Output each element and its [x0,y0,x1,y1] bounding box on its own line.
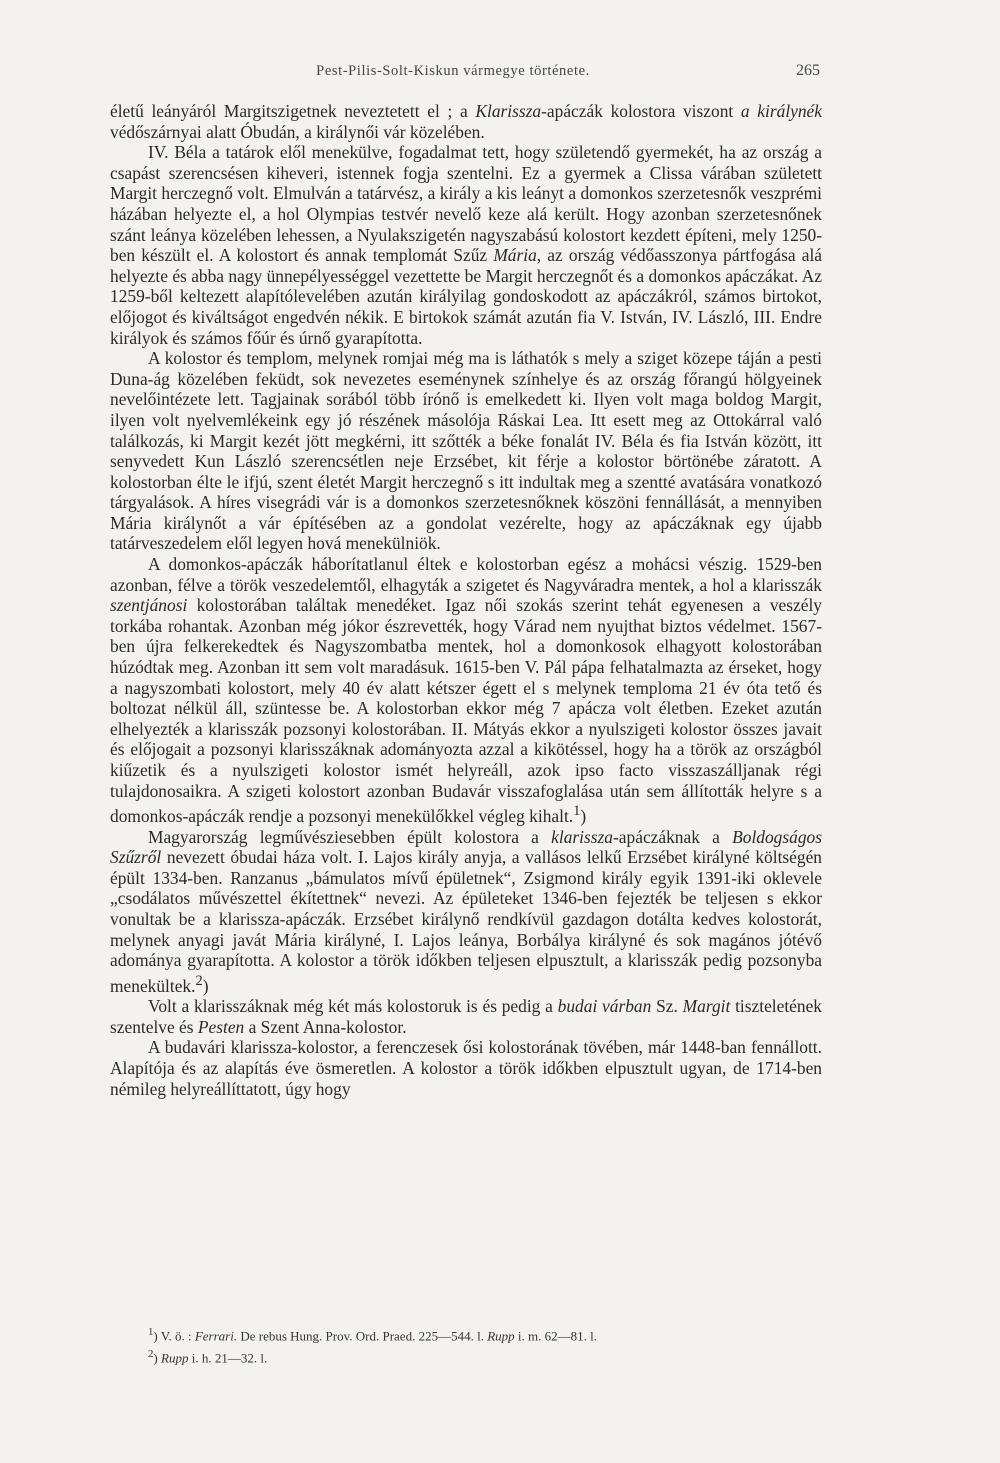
italic-text: Mária [493,245,537,266]
text-run: védőszárnyai alatt Óbudán, a királynői vár közelében. [110,121,485,142]
text-run: IV. Béla a tatárok elől menekülve, fogadalmat tett, hogy születendő gyermekét, ha az ország a csapást szerencsésen kiheveri, istennek fogja szentelni. Ez a gyermek a Clissa várában született Margit herczegnő volt. Elmulván a tatárvész, a király a kis leányt a domonkos szerzetesnők veszprémi házában helyezte el, a hol Olympias testvér nevelő keze alá került. Hogy azonban szerzetesnőnek szánt leánya közelében lehessen, a Nyulakszigetén nagyszabású kolostort kezdett építeni, mely 1250-ben készült el. A kolostort és annak templomát Szűz [110,142,822,266]
paragraph [110,996,822,1037]
footnote [148,1345,828,1367]
text-run: Sz. [651,996,683,1017]
italic-text: Rupp [161,1350,189,1366]
text-run: életű leányáról Margitszigetnek neveztetett el ; a [110,101,476,121]
paragraph [110,348,822,554]
page-header [110,62,820,80]
footnote-ref: 2 [195,972,203,989]
footnote-ref: 1 [148,1326,154,1338]
italic-text: klarissza [551,826,614,847]
paragraph [110,142,822,348]
paragraph [110,827,822,997]
text-run: ) [202,975,209,996]
text-run: De rebus Hung. Prov. Ord. Praed. 225—544. l. [237,1328,488,1344]
text-run: A kolostor és templom, melynek romjai még ma is láthatók s mely a sziget közepe táján a pesti Duna-ág közelében feküdt, sok nevezetes eseménynek színhelye és az ország főrangú hölgyeinek nevelőintézete lett. Tagjainak sorából több írónő is emelkedett ki. Ilyen volt maga boldog Margit, ilyen volt nyelvemlékeink egy jó részének másolója Ráskai Lea. Itt esett meg az Ottokárral való találkozás, ki Margit kezét jött megkérni, itt szőtték a béke fonalát IV. Béla és fia István között, itt senyvedett Kun László szerencsétlen neje Erzsébet, kit férje a kolostor börtönébe záratott. A kolostorban élte le ifjú, szent életét Margit herczegnő s itt indultak meg a szentté avatására vonatkozó tárgyalások. A híres visegrádi vár is a domonkos szerzetesnőknek köszöni fennállását, a mennyiben Mária királynőt a vár építésében az a gondolat vezérelte, hogy az apáczáknak egy újabb tatárveszedelem elől legyen hová menekülniök. [110,348,822,554]
text-run: kolostorában találtak menedéket. Igaz női szokás szerint tehát egyenesen a veszély torkába rohantak. Azonban még jókor észrevették, hogy Várad nem nyujthat biztos védelmet. 1567-ben újra felkerekedtek és Nagyszombatba mentek, hol a domonkosok elhagyott kolostorában húzódtak meg. Azonban itt sem volt maradásuk. 1615-ben V. Pál pápa felhatalmazta az érseket, hogy a nagyszombati kolostort, mely 40 év alatt kétszer égett el s melynek temploma 21 év óta tető és boltozat nélkül áll, szüntesse be. A kolostorban ekkor még 7 apácza volt életben. Ezeket azután elhelyezték a klarisszák pozsonyi kolostorában. II. Mátyás ekkor a nyulszigeti kolostor összes javait és előjogait a pozsonyi klarisszáknak adományozta azzal a kikötéssel, hogy ha a török az országból kiűzetik és a nyulszigeti kolostor ismét helyreáll, azok ipso facto visszaszálljanak régi tulajdonosaikra. A szigeti kolostort azonban Budavár visszafoglalása után sem állították helyre s a domonkos-apáczák rendje a pozsonyi menekülőkkel végleg kihalt. [110,595,822,826]
text-run: , az ország védőasszonya pártfogása alá helyezte és abba nagy ünnepélyességgel vezettette be Margit herczegnőt és a domonkos apáczákat. Az 1259-ből keltezett alapítólevelében azután királyilag gondoskodott az apáczákról, számos birtokot, előjogot és kiváltságot engedvén nékik. E birtokok számát azután fia V. István, IV. László, III. Endre királyok és számos főúr és úrnő gyarapította. [110,245,823,348]
italic-text: Pesten [197,1016,245,1037]
text-run: ) V. ö. : [153,1328,195,1344]
italic-text: a királynék [740,101,822,121]
text-run: A domonkos-apáczák háborítatlanul éltek e kolostorban egész a mohácsi vészig. 1529-ben azonban, félve a török veszedelemtől, elhagyták a szigetet és Nagyváradra mentek, a hol a klarisszák [110,554,822,595]
paragraph [110,1037,822,1099]
text-run: ) [153,1350,162,1366]
running-head: Pest-Pilis-Solt-Kiskun vármegye története. [316,63,590,79]
italic-text: Boldogságos Szűzről [110,826,822,868]
italic-text: Klarissza [475,101,542,121]
text-run: A budavári klarissza-kolostor, a ferenczesek ősi kolostorának tövében, már 1448-ban fennállott. Alapítója és az alapítás éve ösmeretlen. A kolostor a török időkben elpusztult ugyan, de 1714-ben némileg helyreállíttatott, úgy hogy [110,1037,822,1099]
text-run: ) [580,805,587,826]
page-number: 265 [796,62,820,79]
text-run: Magyarország legművésziesebben épült kolostora a [148,826,552,847]
paragraph [110,554,822,827]
footnote-ref: 2 [148,1348,154,1361]
text-run: i. m. 62—81. l. [514,1328,597,1344]
italic-text: budai várban [557,996,652,1017]
text-run: nevezett óbudai háza volt. I. Lajos király anyja, a vallásos lelkű Erzsébet királyné költségén épült 1334-ben. Ranzanus „bámulatos mívű épületnek“, Zsigmond király egyik 1391-iki oklevele „csodálatos művészettel ékítettnek“ nevezi. Az épületeket 1346-ben fejezték be teljesen s ekkor vonultak be a klarissza-apáczák. Erzsébet királynő rendkívül gazdagon dotálta kedves kolostorát, melynek anyagi javát Mária királyné, I. Lajos leánya, Borbálya királyné és sok magános jótévő adománya gyarapította. A kolostor a török időkben teljesen elpusztult, a klarisszák pedig pozsonyba menekültek. [110,847,822,996]
text-run: -apáczáknak a [613,826,733,847]
text-run: -apáczák kolostora viszont [541,101,741,121]
paragraph [110,101,822,142]
body-text [110,101,822,1099]
text-run: i. h. 21—32. l. [188,1350,268,1366]
italic-text: Ferrari. [194,1328,238,1344]
text-run: Volt a klarisszáknak még két más kolostoruk is és pedig a [148,996,558,1017]
footnotes [148,1323,828,1368]
text-run: a Szent Anna-kolostor. [244,1016,407,1037]
italic-text: szentjánosi [110,595,188,616]
text-run: tiszteletének szentelve és [110,996,823,1037]
footnote [148,1323,828,1345]
footnote-ref: 1 [573,803,581,820]
italic-text: Rupp [487,1328,515,1344]
italic-text: Margit [682,996,731,1017]
